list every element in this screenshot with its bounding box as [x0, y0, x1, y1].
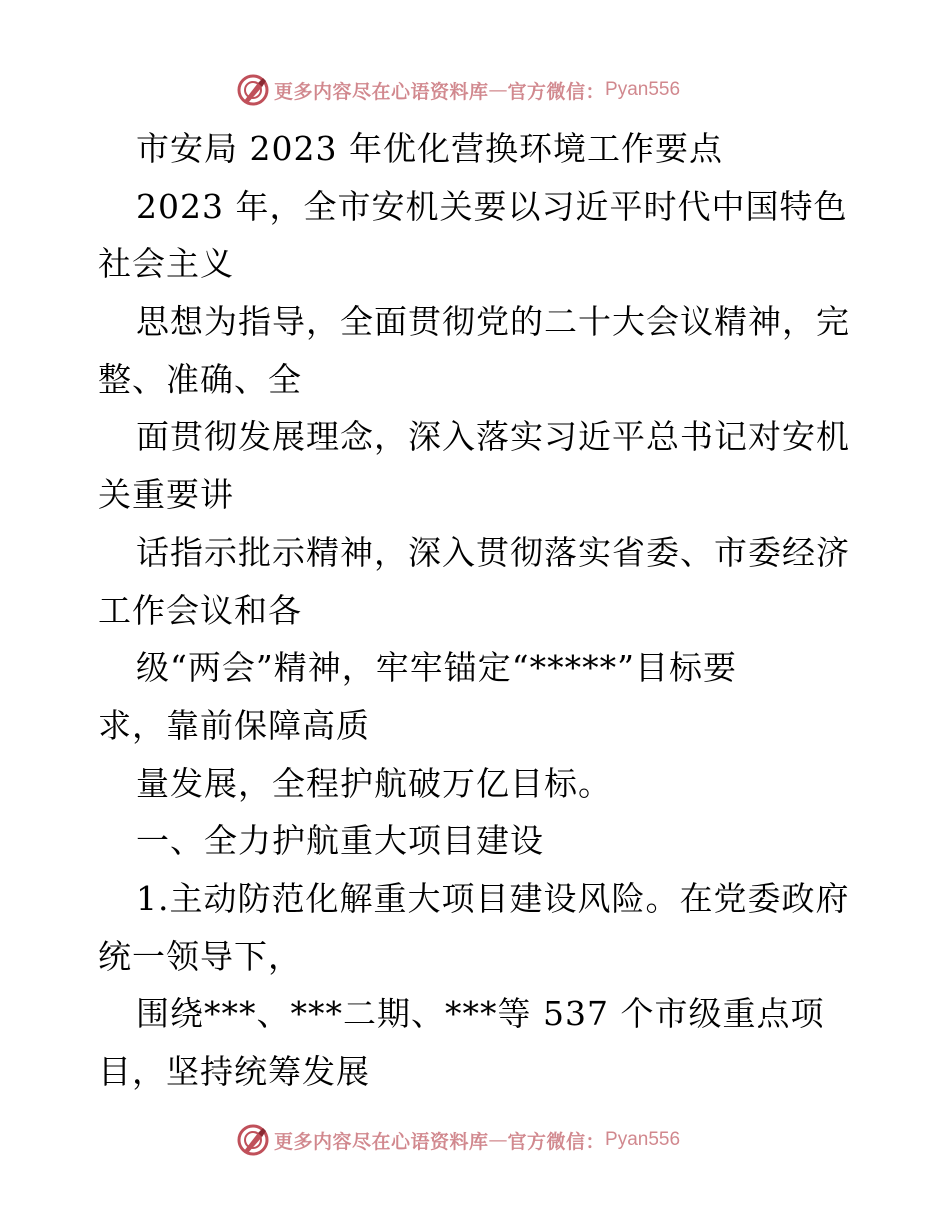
paragraph-line: 整、准确、全	[98, 359, 302, 399]
paragraph-line: 1.主动防范化解重大项目建设风险。在党委政府	[136, 878, 850, 918]
watermark-banner-top	[0, 70, 950, 110]
paragraph-line: 工作会议和各	[98, 590, 302, 630]
document-body	[98, 120, 858, 1101]
pen-nib-circle-logo-icon	[236, 1123, 270, 1157]
watermark-text: 更多内容尽在心语资料库	[274, 80, 489, 103]
paragraph-line: 2023 年，全市安机关要以习近平时代中国特色	[136, 186, 848, 226]
watermark-suffix: 官方微信：	[507, 1130, 606, 1153]
paragraph-line: 围绕***、***二期、***等 537 个市级重点项	[136, 994, 825, 1034]
watermark-separator: —	[488, 79, 508, 101]
paragraph-line: 面贯彻发展理念，深入落实习近平总书记对安机	[136, 417, 850, 457]
watermark-id: Pyan556	[605, 79, 681, 100]
paragraph-line: 量发展，全程护航破万亿目标。	[136, 763, 612, 803]
watermark-separator: —	[488, 1129, 508, 1151]
paragraph-line: 求，靠前保障高质	[98, 705, 370, 745]
paragraph-line: 级“两会”精神，牢牢锚定“*****”目标要	[136, 648, 737, 688]
paragraph-line: 话指示批示精神，深入贯彻落实省委、市委经济	[136, 532, 850, 572]
document-title: 市安局 2023 年优化营换环境工作要点	[136, 129, 723, 168]
paragraph-line: 思想为指导，全面贯彻党的二十大会议精神，完	[136, 302, 850, 342]
paragraph-line: 统一领导下，	[98, 936, 302, 976]
pen-nib-circle-logo-icon	[236, 73, 270, 107]
watermark-text: 更多内容尽在心语资料库	[274, 1130, 489, 1153]
section-heading: 一、全力护航重大项目建设	[136, 821, 544, 861]
watermark-suffix: 官方微信：	[507, 80, 606, 103]
paragraph-line: 关重要讲	[98, 475, 234, 515]
paragraph-line: 目，坚持统筹发展	[98, 1052, 370, 1091]
watermark-banner-bottom	[0, 1120, 950, 1160]
watermark-id: Pyan556	[605, 1129, 681, 1150]
paragraph-line: 社会主义	[98, 244, 234, 284]
